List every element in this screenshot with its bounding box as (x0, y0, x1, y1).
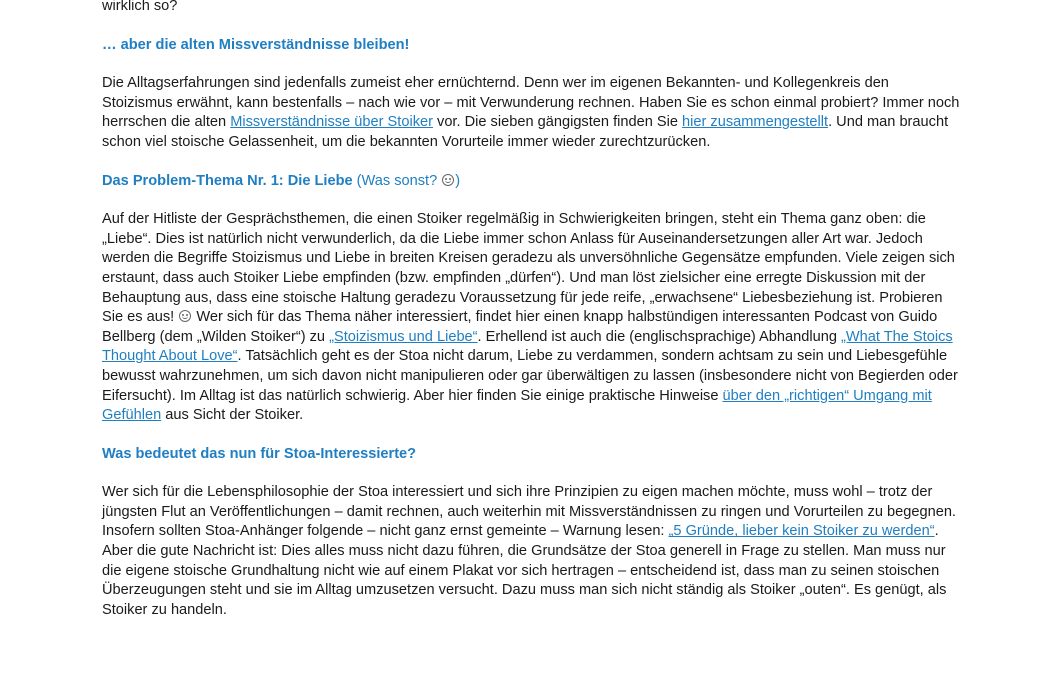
paragraph-stoa-interessierte (102, 483, 962, 620)
link-umgang-mit-gefuehlen[interactable]: über den „richtigen“ Umgang mit Gefühlen (102, 387, 932, 424)
text-run: . Tatsächlich geht es der Stoa nicht darum, Liebe zu verdammen, sondern achtsam zu sein und Liebesgefühle bewusst wahrzunehmen, um sich davon nicht manipulieren oder gar überwältigen zu lassen (insbesondere nicht von Begierden oder Eifersucht). Im Alltag ist das natürlich schwierig. Aber hier finden Sie einige praktische Hinweise (102, 348, 958, 404)
heading-text: Das Problem-Thema Nr. 1: Die Liebe (102, 172, 353, 189)
smiley-icon (179, 310, 191, 322)
link-what-the-stoics-thought-about-love[interactable]: „What The Stoics Thought About Love“ (102, 328, 953, 365)
link-missverstaendnisse-ueber-stoiker[interactable]: Missverständnisse über Stoiker (230, 114, 433, 131)
text-run: Wer sich für das Thema näher interessiert, findet hier einen knapp halbstündigen interessanten Podcast von Guido Bellberg (dem „Wilden Stoiker“) zu (102, 309, 938, 345)
intro-text: wirklich so? (102, 0, 178, 14)
text-run: Auf der Hitliste der Gesprächsthemen, die einen Stoiker regelmäßig in Schwierigkeiten bringen, steht ein Thema ganz oben: die „Liebe“. Dies ist natürlich nicht verwunderlich, da die Liebe immer schon Anlass für Auseinandersetzungen aller Art war. Jedoch werden die Begriffe Stoizismus und Liebe in breiten Kreisen geradezu als unversöhnliche Gegensätze empfunden. Viele zeigen sich erstaunt, dass auch Stoiker Liebe empfinden (bzw. empfinden „dürfen“). Und man löst zielsicher eine erregte Diskussion mit der Behauptung aus, dass eine stoische Haltung geradezu Voraussetzung für jede reife, „erwachsene“ Liebesbeziehung ist. Probieren Sie es aus! (102, 211, 955, 326)
paragraph-liebe (102, 210, 962, 426)
intro-paragraph-tail (102, 0, 962, 17)
heading-stoa-interessierte (102, 445, 962, 465)
heading-aside: (Was sonst? (352, 172, 442, 189)
heading-text: Was bedeutet das nun für Stoa-Interessierte? (102, 445, 417, 462)
text-run: Wer sich für die Lebensphilosophie der Stoa interessiert und sich ihre Prinzipien zu eigen machen möchte, muss wohl – trotz der jüngsten Flut an Veröffentlichungen – damit rechnen, auch weiterhin mit Missverständnissen zu ringen und Vorurteilen zu begegnen. Insofern sollten Stoa-Anhänger folgende – nicht ganz ernst gemeinte – Warnung lesen: (102, 484, 956, 540)
text-run: . Aber die gute Nachricht ist: Dies alles muss nicht dazu führen, die Grundsätze der Stoa generell in Frage zu stellen. Man muss nur die eigene stoische Grundhaltung nicht wie auf einem Plakat vor sich hertragen – entscheidend ist, dass man zu seinen stoischen Überzeugungen steht und sie im Alltag umzusetzen versucht. Dazu muss man sich nicht ständig als Stoiker „outen“. Es genügt, als Stoiker zu handeln. (102, 523, 947, 618)
link-5-gruende-kein-stoiker[interactable]: „5 Gründe, lieber kein Stoiker zu werden“ (668, 523, 935, 540)
heading-aside-close: ) (455, 172, 461, 189)
heading-text: … aber die alten Missverständnisse bleiben! (102, 36, 410, 53)
text-run: aus Sicht der Stoiker. (161, 407, 304, 424)
text-run: . Erhellend ist auch die (englischsprachige) Abhandlung (477, 328, 842, 345)
heading-missverstaendnisse (102, 36, 962, 56)
paragraph-alltagserfahrungen (102, 74, 962, 152)
link-hier-zusammengestellt[interactable]: hier zusammengestellt (682, 114, 829, 131)
heading-problem-thema-liebe (102, 172, 962, 192)
text-run: Die Alltagserfahrungen sind jedenfalls zumeist eher ernüchternd. Denn wer im eigenen Bekannten- und Kollegenkreis den Stoizismus erwähnt, kann bestenfalls – nach wie vor – mit Verwunderung rechnen. Haben Sie es schon einmal probiert? Immer noch herrschen die alten (102, 75, 960, 131)
smiley-icon (442, 174, 454, 186)
document-page (102, 0, 962, 620)
text-run: . Und man braucht schon viel stoische Gelassenheit, um die bekannten Vorurteile immer wieder zurechtzurücken. (102, 114, 949, 150)
link-stoizismus-und-liebe[interactable]: „Stoizismus und Liebe“ (329, 328, 478, 345)
text-run: vor. Die sieben gängigsten finden Sie (432, 114, 683, 131)
